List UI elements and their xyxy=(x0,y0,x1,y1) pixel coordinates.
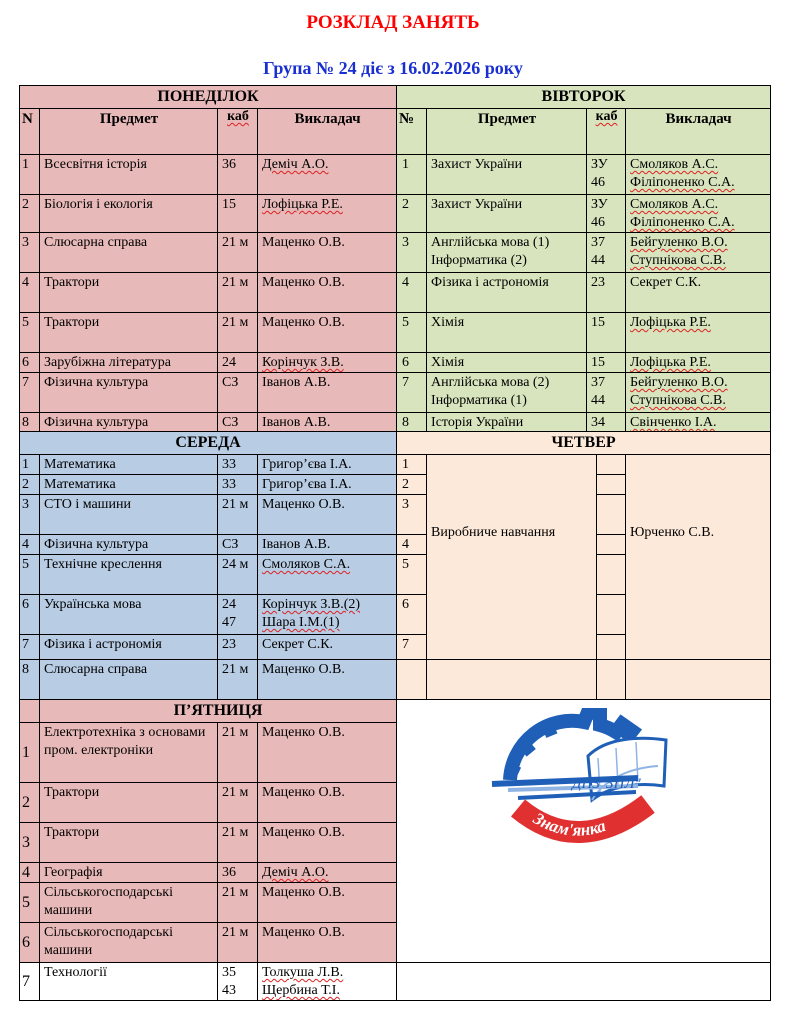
empty-cell xyxy=(397,963,771,1001)
col-teacher: Викладач xyxy=(258,109,397,155)
lesson-subject: Зарубіжна література xyxy=(40,353,218,373)
lesson-room: 23 xyxy=(218,635,258,660)
schedule-row xyxy=(20,963,771,1001)
lesson-room: СЗ xyxy=(218,413,258,433)
col-num: № xyxy=(397,109,427,155)
lesson-subject: Хімія xyxy=(427,353,587,373)
lesson-teacher: Маценко О.В. xyxy=(258,273,397,313)
thursday-subject: Виробниче навчання xyxy=(427,455,597,660)
lesson-subject: Сільськогосподарські машини xyxy=(40,923,218,963)
lesson-teacher: Іванов А.В. xyxy=(258,373,397,413)
lesson-number: 6 xyxy=(20,923,40,963)
empty-cell xyxy=(427,660,597,700)
schedule-row xyxy=(20,313,771,353)
lesson-room: 34 xyxy=(587,413,626,433)
lesson-number: 2 xyxy=(397,195,427,233)
logo-text-bottom: Знам'янка xyxy=(530,808,608,840)
lesson-teacher: Лофіцька Р.Е. xyxy=(258,195,397,233)
lesson-number: 7 xyxy=(397,373,427,413)
col-num: N xyxy=(20,109,40,155)
lesson-number: 4 xyxy=(20,535,40,555)
lesson-subject: Слюсарна справа xyxy=(40,233,218,273)
lesson-teacher: Григор’єва І.А. xyxy=(258,455,397,475)
schedule-row xyxy=(20,413,771,433)
lesson-number: 1 xyxy=(397,455,427,475)
lesson-teacher: Іванов А.В. xyxy=(258,413,397,433)
lesson-teacher: Смоляков А.С. Філіпоненко С.А. xyxy=(626,155,771,195)
lesson-subject: Трактори xyxy=(40,273,218,313)
lesson-number: 6 xyxy=(20,353,40,373)
lesson-room: 15 xyxy=(587,353,626,373)
lesson-room: 21 м xyxy=(218,233,258,273)
thursday-room-cell xyxy=(597,595,626,635)
col-teacher: Викладач xyxy=(626,109,771,155)
lesson-teacher: Секрет С.К. xyxy=(626,273,771,313)
thursday-teacher: Юрченко С.В. xyxy=(626,455,771,660)
lesson-teacher: Маценко О.В. xyxy=(258,660,397,700)
lesson-number: 5 xyxy=(20,883,40,923)
lesson-number: 8 xyxy=(397,413,427,433)
thursday-room-cell xyxy=(597,635,626,660)
lesson-subject: Захист України xyxy=(427,155,587,195)
lesson-subject: Фізична культура xyxy=(40,535,218,555)
lesson-room: СЗ xyxy=(218,535,258,555)
lesson-room: 21 м xyxy=(218,273,258,313)
lesson-room: 15 xyxy=(587,313,626,353)
thursday-room-cell xyxy=(597,660,626,700)
lesson-number: 5 xyxy=(20,555,40,595)
lesson-number: 6 xyxy=(397,353,427,373)
lesson-number: 6 xyxy=(20,595,40,635)
lesson-number: 5 xyxy=(397,313,427,353)
thursday-room-cell xyxy=(597,535,626,555)
lesson-room: 23 xyxy=(587,273,626,313)
schedule-row xyxy=(20,660,771,700)
lesson-room: 15 xyxy=(218,195,258,233)
lesson-room: ЗУ 46 xyxy=(587,155,626,195)
lesson-subject: Історія України xyxy=(427,413,587,433)
lesson-subject: Сільськогосподарські машини xyxy=(40,883,218,923)
lesson-number: 8 xyxy=(20,413,40,433)
lesson-subject: Хімія xyxy=(427,313,587,353)
lesson-number: 5 xyxy=(20,313,40,353)
schedule-row xyxy=(20,373,771,413)
lesson-room: 37 44 xyxy=(587,233,626,273)
lesson-number: 4 xyxy=(397,273,427,313)
lesson-teacher: Толкуша Л.В. Щербина Т.І. xyxy=(258,963,397,1001)
lesson-number: 7 xyxy=(20,635,40,660)
thursday-room-cell xyxy=(597,495,626,535)
school-logo xyxy=(488,708,678,858)
lesson-number: 2 xyxy=(20,475,40,495)
lesson-number: 2 xyxy=(20,783,40,823)
schedule-row xyxy=(20,155,771,195)
lesson-number: 4 xyxy=(20,863,40,883)
lesson-room: 24 47 xyxy=(218,595,258,635)
lesson-subject: Географія xyxy=(40,863,218,883)
lesson-subject: Фізика і астрономія xyxy=(40,635,218,660)
lesson-teacher: Лофіцька Р.Е. xyxy=(626,353,771,373)
lesson-number: 2 xyxy=(397,475,427,495)
lesson-room: 21 м xyxy=(218,313,258,353)
lesson-subject: Захист України xyxy=(427,195,587,233)
lesson-teacher: Смоляков С.А. xyxy=(258,555,397,595)
lesson-subject: Математика xyxy=(40,455,218,475)
lesson-subject: Українська мова xyxy=(40,595,218,635)
lesson-room: 21 м xyxy=(218,823,258,863)
lesson-subject: Трактори xyxy=(40,783,218,823)
lesson-room: 36 xyxy=(218,155,258,195)
tuesday-header: ВІВТОРОК xyxy=(397,86,771,109)
lesson-teacher: Секрет С.К. xyxy=(258,635,397,660)
logo-text-top: ДНЗ"ЗПЛ" xyxy=(572,776,641,792)
lesson-teacher: Маценко О.В. xyxy=(258,823,397,863)
col-subject: Предмет xyxy=(40,109,218,155)
lesson-room: ЗУ 46 xyxy=(587,195,626,233)
lesson-teacher: Григор’єва І.А. xyxy=(258,475,397,495)
lesson-teacher: Маценко О.В. xyxy=(258,883,397,923)
lesson-teacher: Маценко О.В. xyxy=(258,495,397,535)
lesson-subject: Англійська мова (1) Інформатика (2) xyxy=(427,233,587,273)
lesson-room: 21 м xyxy=(218,660,258,700)
lesson-subject: Англійська мова (2) Інформатика (1) xyxy=(427,373,587,413)
lesson-subject: Слюсарна справа xyxy=(40,660,218,700)
lesson-number: 6 xyxy=(397,595,427,635)
col-room: каб xyxy=(587,109,626,155)
lesson-room: 21 м xyxy=(218,495,258,535)
lesson-number: 4 xyxy=(20,273,40,313)
lesson-number: 4 xyxy=(397,535,427,555)
schedule-row xyxy=(20,233,771,273)
thursday-room-cell xyxy=(597,475,626,495)
lesson-number: 7 xyxy=(20,963,40,1001)
thursday-room-cell xyxy=(597,455,626,475)
lesson-number: 3 xyxy=(20,233,40,273)
lesson-room: 36 xyxy=(218,863,258,883)
lesson-teacher: Маценко О.В. xyxy=(258,233,397,273)
lesson-number: 7 xyxy=(20,373,40,413)
lesson-subject: Біологія і екологія xyxy=(40,195,218,233)
lesson-teacher: Маценко О.В. xyxy=(258,923,397,963)
lesson-subject: Математика xyxy=(40,475,218,495)
lesson-subject: Фізика і астрономія xyxy=(427,273,587,313)
thursday-room-cell xyxy=(597,555,626,595)
lesson-room: 24 м xyxy=(218,555,258,595)
lesson-teacher: Бейгуленко В.О. Ступнікова С.В. xyxy=(626,233,771,273)
lesson-number: 7 xyxy=(397,635,427,660)
schedule-row xyxy=(20,273,771,313)
lesson-teacher: Іванов А.В. xyxy=(258,535,397,555)
lesson-number xyxy=(397,660,427,700)
lesson-subject: СТО і машини xyxy=(40,495,218,535)
lesson-teacher: Маценко О.В. xyxy=(258,313,397,353)
thursday-header: ЧЕТВЕР xyxy=(397,432,771,455)
schedule-row xyxy=(20,455,771,475)
lesson-number: 3 xyxy=(397,233,427,273)
wednesday-thursday-table xyxy=(19,431,771,700)
lesson-number: 8 xyxy=(20,660,40,700)
page-subtitle: Група № 24 діє з 16.02.2026 року xyxy=(263,58,523,78)
lesson-subject: Технічне креслення xyxy=(40,555,218,595)
schedule-row xyxy=(20,353,771,373)
lesson-number: 3 xyxy=(20,495,40,535)
lesson-number: 1 xyxy=(20,155,40,195)
lesson-room: 37 44 xyxy=(587,373,626,413)
lesson-subject: Фізична культура xyxy=(40,373,218,413)
lesson-teacher: Деміч А.О. xyxy=(258,863,397,883)
lesson-room: 35 43 xyxy=(218,963,258,1001)
lesson-teacher: Смоляков А.С. Філіпоненко С.А. xyxy=(626,195,771,233)
lesson-subject: Трактори xyxy=(40,313,218,353)
lesson-room: 21 м xyxy=(218,783,258,823)
lesson-teacher: Свінченко І.А. xyxy=(626,413,771,433)
lesson-teacher: Бейгуленко В.О. Ступнікова С.В. xyxy=(626,373,771,413)
page-title: РОЗКЛАД ЗАНЯТЬ xyxy=(306,12,480,33)
monday-tuesday-table xyxy=(19,85,771,433)
lesson-number: 3 xyxy=(397,495,427,535)
lesson-teacher: Маценко О.В. xyxy=(258,723,397,783)
lesson-subject: Трактори xyxy=(40,823,218,863)
lesson-subject: Електротехніка з основами пром. електроніки xyxy=(40,723,218,783)
lesson-number: 1 xyxy=(20,723,40,783)
lesson-number: 1 xyxy=(397,155,427,195)
lesson-subject: Фізична культура xyxy=(40,413,218,433)
lesson-teacher: Корінчук З.В.(2) Шара І.М.(1) xyxy=(258,595,397,635)
monday-header: ПОНЕДІЛОК xyxy=(20,86,397,109)
lesson-subject: Технології xyxy=(40,963,218,1001)
empty-cell xyxy=(626,660,771,700)
lesson-teacher: Маценко О.В. xyxy=(258,783,397,823)
lesson-number: 1 xyxy=(20,455,40,475)
lesson-room: 21 м xyxy=(218,883,258,923)
schedule-row xyxy=(20,195,771,233)
friday-header: П’ЯТНИЦЯ xyxy=(40,700,397,723)
lesson-subject: Всесвітня історія xyxy=(40,155,218,195)
wednesday-header: СЕРЕДА xyxy=(20,432,397,455)
lesson-teacher: Лофіцька Р.Е. xyxy=(626,313,771,353)
lesson-room: 33 xyxy=(218,455,258,475)
lesson-room: 21 м xyxy=(218,923,258,963)
friday-header-spacer xyxy=(20,700,40,723)
lesson-teacher: Корінчук З.В. xyxy=(258,353,397,373)
lesson-number: 5 xyxy=(397,555,427,595)
lesson-room: 21 м xyxy=(218,723,258,783)
col-subject: Предмет xyxy=(427,109,587,155)
lesson-number: 2 xyxy=(20,195,40,233)
lesson-room: 33 xyxy=(218,475,258,495)
col-room: каб xyxy=(218,109,258,155)
lesson-teacher: Деміч А.О. xyxy=(258,155,397,195)
lesson-room: СЗ xyxy=(218,373,258,413)
lesson-number: 3 xyxy=(20,823,40,863)
lesson-room: 24 xyxy=(218,353,258,373)
